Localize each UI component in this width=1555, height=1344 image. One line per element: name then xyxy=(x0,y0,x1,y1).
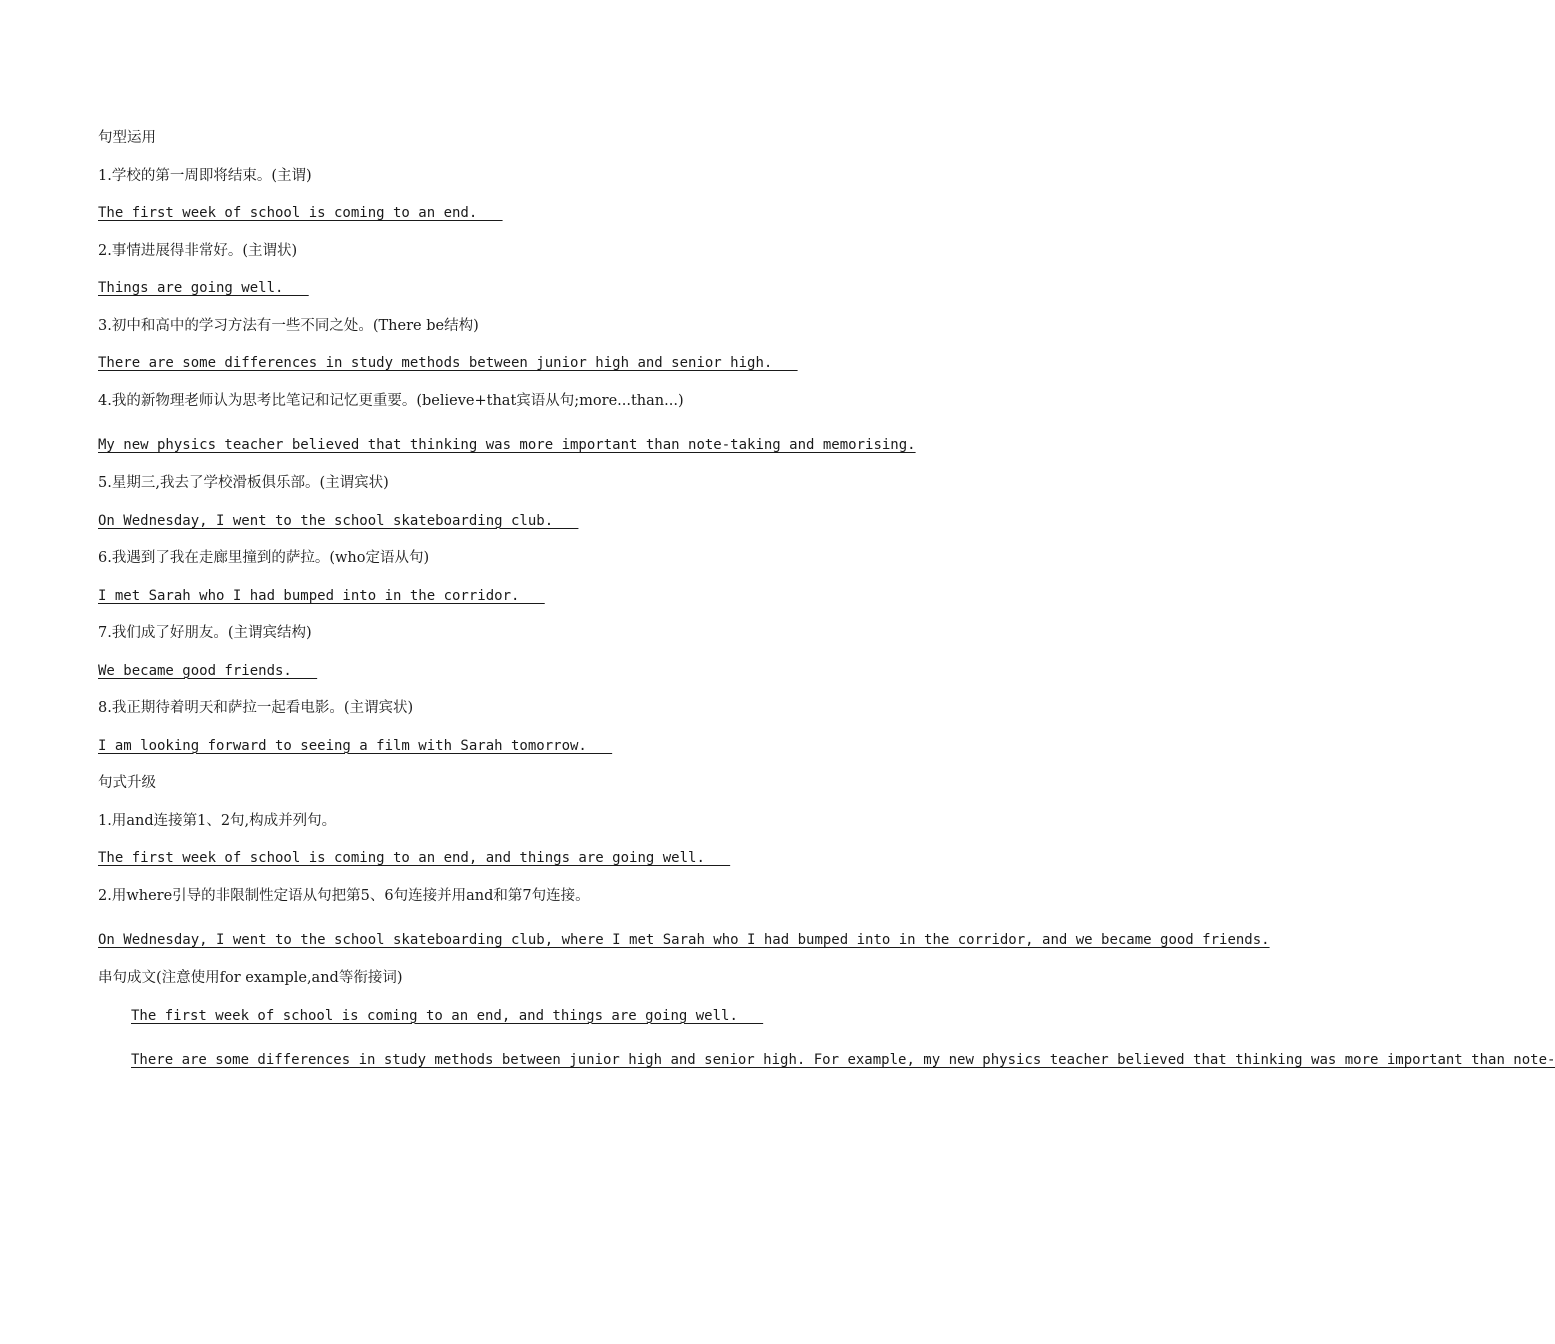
upgrade-answer-2 xyxy=(98,920,1270,961)
prompt-6: 6.我遇到了我在走廊里撞到的萨拉。(who定语从句) xyxy=(98,550,430,566)
answer-5 xyxy=(98,511,858,531)
prompt-8: 8.我正期待着明天和萨拉一起看电影。(主谓宾状) xyxy=(98,700,414,716)
passage-paragraph-1 xyxy=(98,1006,858,1026)
answer-3-text: There are some differences in study methods between junior high and senior high. xyxy=(98,355,798,371)
answer-4-text: My new physics teacher believed that thinking was more important than note-taking and memorising. xyxy=(98,437,916,453)
passage-paragraph-1-text: The first week of school is coming to an end, and things are going well. xyxy=(131,1007,764,1024)
upgrade-prompt-2: 2.用where引导的非限制性定语从句把第5、6句连接并用and和第7句连接。 xyxy=(98,887,590,904)
upgrade-answer-2-text: On Wednesday, I went to the school skateboarding club, where I met Sarah who I had bumped into in the corridor, and we became good friends. xyxy=(98,932,1270,948)
passage-paragraph-2 xyxy=(98,1040,1555,1081)
answer-8 xyxy=(98,736,858,756)
upgrade-prompt-1: 1.用and连接第1、2句,构成并列句。 xyxy=(98,812,337,829)
prompt-5: 5.星期三,我去了学校滑板俱乐部。(主谓宾状) xyxy=(98,475,389,491)
prompt-2: 2.事情进展得非常好。(主谓状) xyxy=(98,242,298,259)
worksheet-page xyxy=(98,128,1555,1088)
answer-2-text: Things are going well. xyxy=(98,280,309,296)
prompt-3: 3.初中和高中的学习方法有一些不同之处。(There be结构) xyxy=(98,317,479,334)
answer-1-text: The first week of school is coming to an end. xyxy=(98,205,503,221)
prompt-1: 1.学校的第一周即将结束。(主谓) xyxy=(98,167,312,184)
answer-6-text: I met Sarah who I had bumped into in the corridor. xyxy=(98,587,545,604)
answer-7-text: We became good friends. xyxy=(98,662,318,679)
answer-3 xyxy=(98,353,858,373)
answer-1 xyxy=(98,203,858,223)
answer-2 xyxy=(98,278,858,298)
prompt-7: 7.我们成了好朋友。(主谓宾结构) xyxy=(98,625,312,641)
section-title-sentence-upgrade: 句式升级 xyxy=(98,775,156,791)
upgrade-answer-1-text: The first week of school is coming to an end, and things are going well. xyxy=(98,850,731,866)
answer-4 xyxy=(98,425,916,466)
passage-paragraph-2-text: There are some differences in study methods between junior high and senior high. For example, my new physics teacher believed that thinking was more important than note- xyxy=(131,1052,1555,1068)
upgrade-answer-1 xyxy=(98,848,858,868)
section-title-sentence-practice: 句型运用 xyxy=(98,130,156,146)
answer-6 xyxy=(98,586,858,606)
prompt-4: 4.我的新物理老师认为思考比笔记和记忆更重要。(believe+that宾语从句;more...than...) xyxy=(98,392,684,409)
answer-8-text: I am looking forward to seeing a film with Sarah tomorrow. xyxy=(98,737,613,754)
answer-7 xyxy=(98,661,858,681)
answer-5-text: On Wednesday, I went to the school skateboarding club. xyxy=(98,512,579,529)
section-title-compose-passage: 串句成文(注意使用for example,and等衔接词) xyxy=(98,970,403,986)
